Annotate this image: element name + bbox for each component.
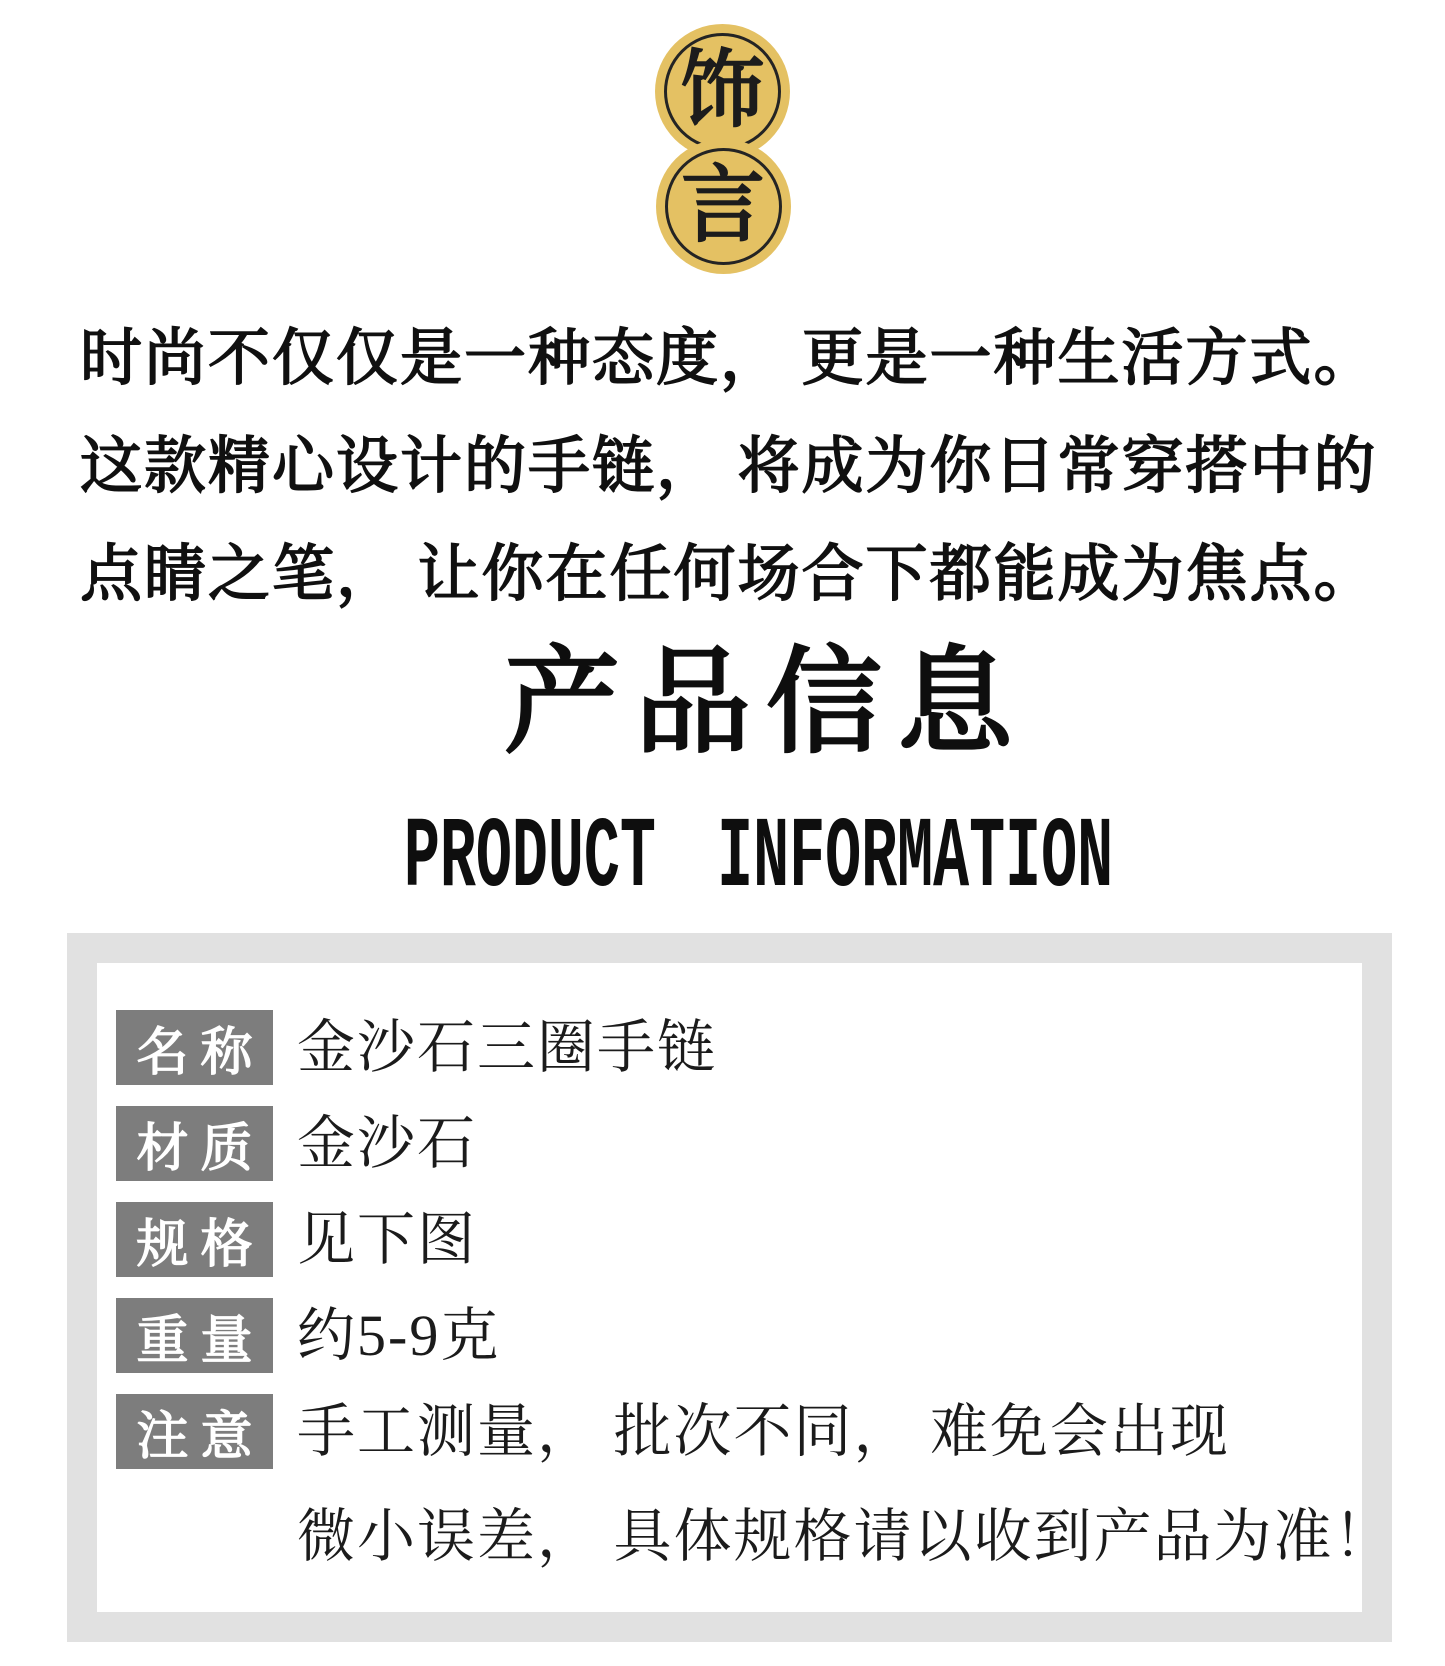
info-row-note-value <box>297 1394 1394 1574</box>
info-row-material-label: 材质 <box>116 1106 273 1181</box>
logo-coin-top-character: 饰 <box>679 44 764 138</box>
info-row-weight-label: 重量 <box>116 1298 273 1373</box>
info-row-name-label: 名称 <box>116 1010 273 1085</box>
intro-line-1: 时尚不仅仅是一种态度， 更是一种生活方式。 <box>80 325 1378 393</box>
intro-line-2: 这款精心设计的手链， 将成为你日常穿搭中的 <box>80 433 1378 501</box>
info-row-name-value: 金沙石三圈手链 <box>297 1015 718 1080</box>
section-title-english: PRODUCT INFORMATION <box>403 803 1114 916</box>
info-row-material-value: 金沙石 <box>297 1111 478 1176</box>
logo-coin-bottom-character: 言 <box>680 159 765 253</box>
info-row-spec <box>116 1202 1342 1277</box>
product-info-box <box>67 933 1392 1642</box>
info-row-note-value-line1: 手工测量， 批次不同， 难免会出现 <box>297 1399 1231 1464</box>
info-row-spec-label: 规格 <box>116 1202 273 1277</box>
section-header <box>36 640 1445 916</box>
info-row-note <box>116 1394 1394 1574</box>
info-row-spec-value: 见下图 <box>297 1207 478 1272</box>
info-row-note-value-line2: 微小误差， 具体规格请以收到产品为准！ <box>297 1504 1394 1569</box>
info-row-material <box>116 1106 1342 1181</box>
logo-coin-bottom <box>656 139 791 274</box>
info-row-name <box>116 1010 1342 1085</box>
intro-paragraph <box>0 305 1445 629</box>
section-title-chinese: 产品信息 <box>504 640 1028 768</box>
info-row-note-label: 注意 <box>116 1394 273 1469</box>
brand-logo <box>655 24 791 303</box>
info-row-weight <box>116 1298 1342 1373</box>
intro-line-3: 点睛之笔， 让你在任何场合下都能成为焦点。 <box>80 541 1378 609</box>
info-row-weight-value: 约5-9克 <box>297 1303 501 1368</box>
